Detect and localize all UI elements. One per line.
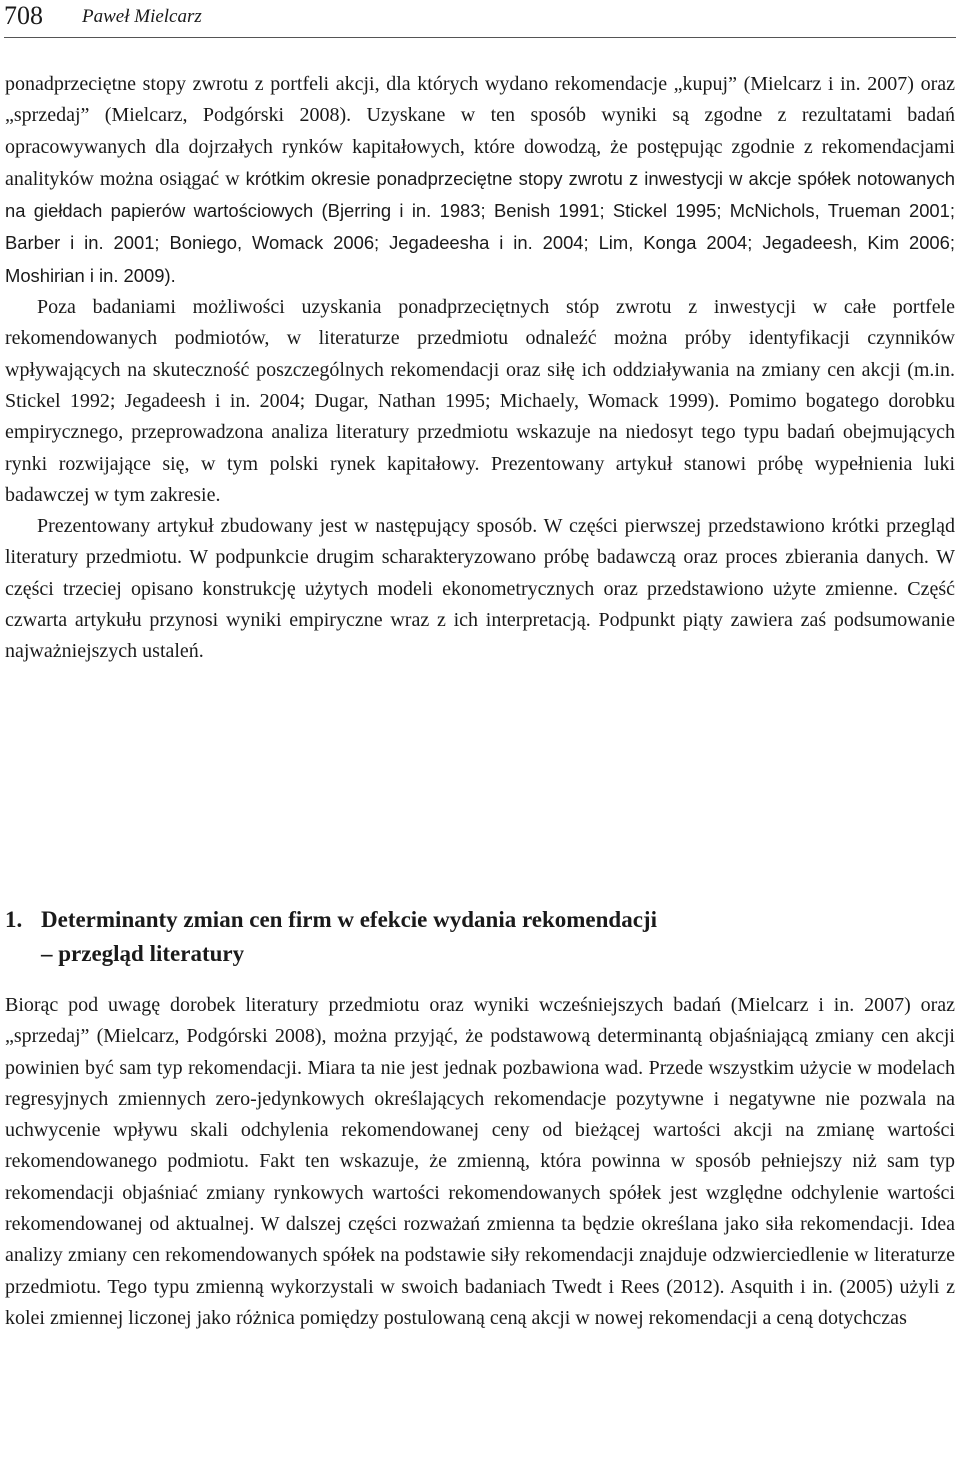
- paragraph: [5, 292, 955, 511]
- text-segment: Poza badaniami możliwości uzyskania ponadprzeciętnych stóp zwrotu z inwestycji w całe portfele rekomendowanych podmiotów, w literaturze przedmiotu odnaleźć można próby identyfikacji czynników wpływających na skuteczność poszczególnych rekomendacji oraz siłę ich oddziaływania na zmiany cen akcji (m.in. Stickel 1992; Jegadeesh i in. 2004; Dugar, Nathan 1995; Michaely, Womack 1999). Pomimo bogatego dorobku empirycznego, przeprowadzona analiza literatury przedmiotu wskazuje na niedosyt tego typu badań obejmujących rynki rozwijające się, w tym polski rynek kapitałowy. Prezentowany artykuł stanowi próbę wypełnienia luki badawczej w tym zakresie.: [5, 296, 955, 506]
- section-heading-line-1: [5, 903, 955, 937]
- section-title-line-2: – przegląd literatury: [41, 941, 245, 966]
- text-segment: ponadprzeciętne stopy zwrotu z portfeli akcji, dla których wydano rekomendacje „kupuj” (Mielcarz i in. 2007) oraz „sprzedaj” (Mielcarz, Podgórski 2008). Uzyskane w ten sposób wyniki są zgodne z rezultatami badań opracowywanych dla dojrzałych rynków kapitałowych, które dowodzą, że postępując zgodnie z rekomendacjami analityków można osiągać w: [5, 73, 955, 190]
- section-title-line-1: Determinanty zmian cen firm w efekcie wydania rekomendacji: [41, 907, 657, 932]
- header-rule: [4, 37, 956, 38]
- section-heading: [5, 903, 955, 971]
- page-number: 708: [4, 1, 43, 30]
- text-segment: Prezentowany artykuł zbudowany jest w następujący sposób. W części pierwszej przedstawiono krótki przegląd literatury przedmiotu. W podpunkcie drugim scharakteryzowano próbę badawczą oraz proces zbierania danych. W części trzeciej opisano konstrukcję użytych modeli ekonometrycznych oraz przedstawiono użyte zmienne. Część czwarta artykułu przynosi wyniki empiryczne wraz z ich interpretacją. Podpunkt piąty zawiera zaś podsumowanie najważniejszych ustaleń.: [5, 515, 955, 663]
- text-segment: Biorąc pod uwagę dorobek literatury przedmiotu oraz wyniki wcześniejszych badań (Mielcarz i in. 2007) oraz „sprzedaj” (Mielcarz, Podgórski 2008), można przyjąć, że podstawową determinantą objaśniającą zmiany cen akcji powinien być sam typ rekomendacji. Miara ta nie jest jednak pozbawiona wad. Przede wszystkim użycie w modelach regresyjnych zmiennych zero-jedynkowych określających rekomendacje pozytywne i negatywne nie pozwala na uchwycenie wpływu skali odchylenia rekomendowanej ceny od bieżącej wartości akcji na zmianę wartości rekomendowanego podmiotu. Fakt ten wskazuje, że zmienną, która powinna w sposób pełniejszy niż sam typ rekomendacji objaśniać zmiany rynkowych wartości rekomendowanych spółek jest względne odchylenie wartości rekomendowanej od aktualnej. W dalszej części rozważań zmienna ta będzie określana jako siła rekomendacji. Idea analizy zmiany cen rekomendowanych spółek na podstawie siły rekomendacji znajduje odzwierciedlenie w literaturze przedmiotu. Tego typu zmienną wykorzystali w swoich badaniach Twedt i Rees (2012). Asquith i in. (2005) użyli z kolei zmiennej liczonej jako różnica pomiędzy postulowaną ceną akcji w nowej rekomendacji a ceną dotychczas: [5, 994, 955, 1329]
- paragraph: [5, 69, 955, 292]
- running-author: Paweł Mielcarz: [82, 6, 202, 27]
- paragraph: [5, 990, 955, 1334]
- text-segment: krótkim okresie ponadprzeciętne stopy zwrotu z inwestycji w akcje spółek notowanych na giełdach papierów wartościowych (Bjerring i in. 1983; Benish 1991; Stickel 1995; McNichols, Trueman 2001; Barber i in. 2001; Boniego, Womack 2006; Jegadeesha i in. 2004; Lim, Konga 2004; Jegadeesh, Kim 2006; Moshirian i in. 2009).: [5, 167, 955, 286]
- intro-text: [5, 69, 955, 668]
- running-header: [4, 0, 956, 40]
- paragraph: [5, 511, 955, 667]
- section-text: [5, 990, 955, 1334]
- section-number: 1.: [5, 907, 23, 932]
